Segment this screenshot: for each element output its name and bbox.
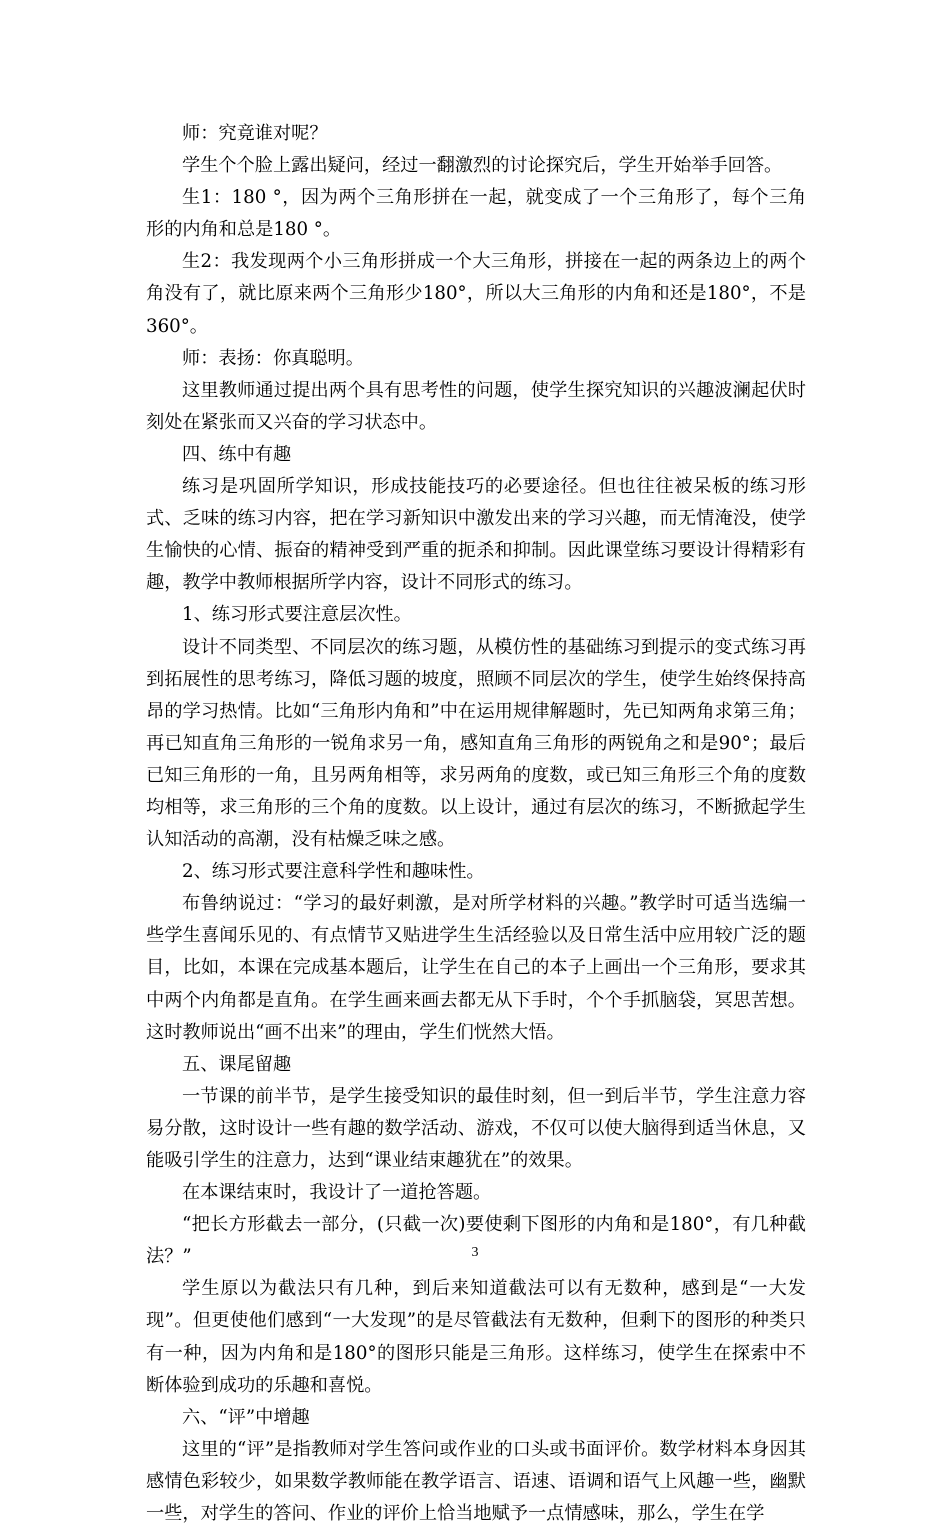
section-heading: 四、练中有趣 <box>182 443 292 465</box>
paragraph: 这里的“评”是指教师对学生答问或作业的口头或书面评价。数学材料本身因其感情色彩较少，如果数学教师能在教学语言、语速、语调和语气上风趣一些，幽默一些，对学生的答问、作业的评价上恰当地赋予一点情感味，那么，学生在学 <box>146 1438 806 1525</box>
paragraph: 师：究竟谁对呢？ <box>182 123 328 144</box>
paragraph: 在本课结束时，我设计了一道抢答题。 <box>182 1182 492 1204</box>
paragraph: 布鲁纳说过：“学习的最好刺激，是对所学材料的兴趣。”教学时可适当选编一些学生喜闻乐见的、有点情节又贴进学生生活经验以及日常生活中应用较广泛的题目，比如，本课在完成基本题后，让学生在自己的本子上画出一个三角形，要求其中两个内角都是直角。在学生画来画去都无从下手时，个个手抓脑袋，冥思苦想。这时教师说出“画不出来”的理由，学生们恍然大悟。 <box>146 893 806 1043</box>
paragraph: 生2：我发现两个小三角形拼成一个大三角形，拼接在一起的两条边上的两个角没有了，就比原来两个三角形少180°，所以大三角形的内角和还是180°，不是360°。 <box>146 251 806 337</box>
subsection-heading: 1、练习形式要注意层次性。 <box>182 604 412 626</box>
page-number: 3 <box>471 1245 479 1260</box>
section-heading: 五、课尾留趣 <box>182 1053 292 1075</box>
paragraph: 一节课的前半节，是学生接受知识的最佳时刻，但一到后半节，学生注意力容易分散，这时设计一些有趣的数学活动、游戏，不仅可以使大脑得到适当休息，又能吸引学生的注意力，达到“课业结束趣犹在”的效果。 <box>146 1085 806 1171</box>
paragraph: 学生个个脸上露出疑问，经过一翻激烈的讨论探究后，学生开始举手回答。 <box>182 155 783 177</box>
paragraph: 这里教师通过提出两个具有思考性的问题，使学生探究知识的兴趣波澜起伏时刻处在紧张而又兴奋的学习状态中。 <box>146 379 806 433</box>
section-heading: 六、“评”中增趣 <box>182 1406 310 1428</box>
paragraph: “把长方形截去一部分，(只截一次)要使剩下图形的内角和是180°，有几种截法？” <box>146 1214 806 1268</box>
subsection-heading: 2、练习形式要注意科学性和趣味性。 <box>182 861 485 883</box>
page-body <box>146 118 806 1530</box>
paragraph: 设计不同类型、不同层次的练习题，从模仿性的基础练习到提示的变式练习再到拓展性的思考练习，降低习题的坡度，照顾不同层次的学生，使学生始终保持高昂的学习热情。比如“三角形内角和”中在运用规律解题时，先已知两角求第三角；再已知直角三角形的一锐角求另一角，感知直角三角形的两锐角之和是90°；最后已知三角形的一角，且另两角相等，求另两角的度数，或已知三角形三个角的度数均相等，求三角形的三个角的度数。以上设计，通过有层次的练习，不断掀起学生认知活动的高潮，没有枯燥乏味之感。 <box>146 636 806 851</box>
paragraph: 生1：180 °，因为两个三角形拼在一起，就变成了一个三角形了，每个三角形的内角和总是180 °。 <box>146 187 806 241</box>
paragraph: 师：表扬：你真聪明。 <box>182 347 364 369</box>
paragraph: 学生原以为截法只有几种，到后来知道截法可以有无数种，感到是“一大发现”。但更使他们感到“一大发现”的是尽管截法有无数种，但剩下的图形的种类只有一种，因为内角和是180°的图形只能是三角形。这样练习，使学生在探索中不断体验到成功的乐趣和喜悦。 <box>146 1278 806 1396</box>
paragraph: 练习是巩固所学知识，形成技能技巧的必要途径。但也往往被呆板的练习形式、乏味的练习内容，把在学习新知识中激发出来的学习兴趣，而无情淹没，使学生愉快的心情、振奋的精神受到严重的扼杀和抑制。因此课堂练习要设计得精彩有趣，教学中教师根据所学内容，设计不同形式的练习。 <box>146 476 806 594</box>
